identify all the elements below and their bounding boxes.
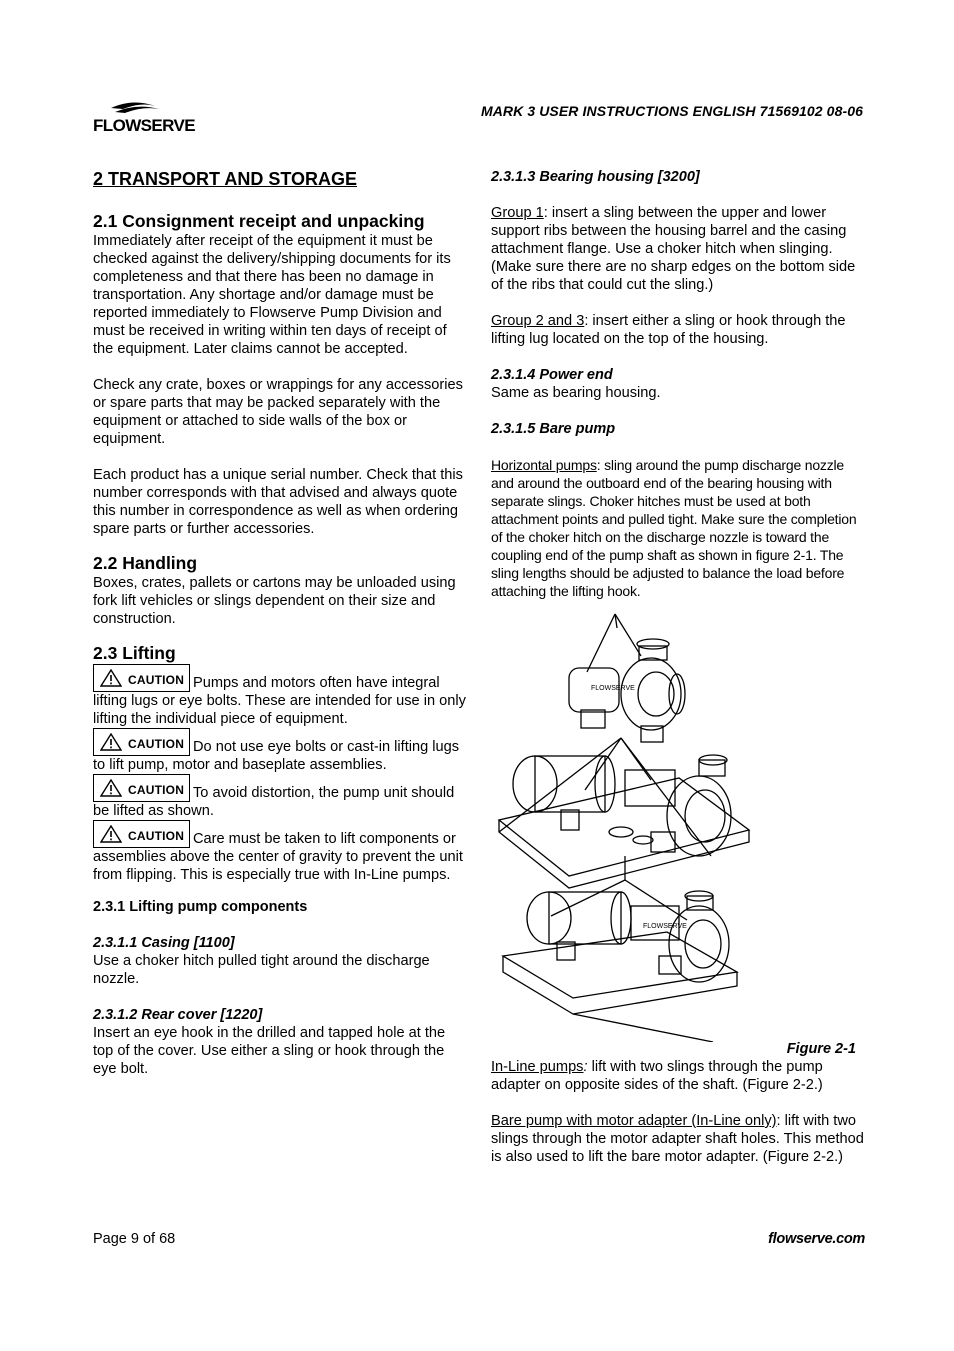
- heading-2-2: 2.2 Handling: [93, 553, 198, 573]
- paragraph-2-3-1-4: Same as bearing housing.: [491, 385, 661, 401]
- bare-pump-adapter-text: : lift with two slings through the motor adapter shaft holes. This method is also used to lift the bare motor adapter. (Figure 2-2.): [491, 1113, 864, 1165]
- page-number: Page 9 of 68: [93, 1231, 176, 1247]
- warning-triangle-icon: [100, 825, 122, 843]
- warning-triangle-icon: [100, 733, 122, 751]
- caution-item-2: [93, 728, 467, 774]
- group-2-3-text: : insert either a sling or hook through the lifting lug located on the top of the housing.: [491, 313, 846, 347]
- caution-label-box: [93, 774, 190, 802]
- paragraph-bare-pump-adapter: [491, 1112, 869, 1166]
- inline-pumps-text: lift with two slings through the pump adapter on opposite sides of the shaft. (Figure 2-2.): [491, 1059, 823, 1093]
- paragraph-2-3-1-1: Use a choker hitch pulled tight around the discharge nozzle.: [93, 953, 430, 987]
- inline-pumps-label: In-Line pumps: [491, 1059, 584, 1075]
- flowserve-logo: [93, 100, 208, 136]
- svg-text:FLOWSERVE: FLOWSERVE: [591, 685, 635, 692]
- heading-2-3-1-4: 2.3.1.4 Power end: [491, 367, 613, 383]
- flowserve-logo-icon: [93, 100, 208, 136]
- website-link[interactable]: flowserve.com: [768, 1231, 865, 1247]
- paragraph-2-1-c: Each product has a unique serial number. Check that this number corresponds with that advised and always quote this number in correspondence as well as when ordering spare parts or further accessories.: [93, 467, 463, 537]
- document-title: MARK 3 USER INSTRUCTIONS ENGLISH 71569102 08-06: [480, 103, 863, 119]
- heading-2-3-1-1: 2.3.1.1 Casing [1100]: [93, 935, 235, 951]
- svg-text:FLOWSERVE: FLOWSERVE: [643, 923, 687, 930]
- heading-2-3: 2.3 Lifting: [93, 643, 176, 663]
- caution-label-box: [93, 728, 190, 756]
- left-column: [93, 168, 467, 1078]
- paragraph-2-2: Boxes, crates, pallets or cartons may be unloaded using fork lift vehicles or slings dependent on their size and construction.: [93, 575, 456, 627]
- warning-triangle-icon: [100, 779, 122, 797]
- paragraph-group-2-3: [491, 312, 869, 348]
- heading-2-3-1-5: 2.3.1.5 Bare pump: [491, 421, 616, 437]
- right-column: [491, 168, 869, 1166]
- horizontal-pumps-label: Horizontal pumps: [491, 457, 597, 473]
- caution-item-3: [93, 774, 467, 820]
- figure-2-1: [491, 610, 869, 1042]
- heading-2-3-1-3: 2.3.1.3 Bearing housing [3200]: [491, 169, 700, 185]
- caution-label: CAUTION: [128, 783, 185, 797]
- caution-label-box: [93, 664, 190, 692]
- paragraph-2-3-1-2: Insert an eye hook in the drilled and tapped hole at the top of the cover. Use either a sling or hook through the eye bolt.: [93, 1025, 446, 1077]
- paragraph-inline-pumps: [491, 1058, 869, 1094]
- svg-text:FLOWSERVE: FLOWSERVE: [93, 116, 195, 135]
- caution-text-2: Do not use eye bolts or cast-in lifting lugs to lift pump, motor and baseplate assemblies.: [93, 739, 460, 773]
- section-title: 2 TRANSPORT AND STORAGE: [93, 169, 358, 189]
- horizontal-pumps-text: : sling around the pump discharge nozzle and around the outboard end of the bearing housing with separate slings. Choker hitches must be used at both attachment points and pulled tight. Make sure the completion of the choker hitch on the discharge nozzle is toward the coupling end of the pump shaft as shown in figure 2-1. The sling lengths should be adjusted to balance the load before attaching the lifting hook.: [491, 457, 857, 599]
- warning-triangle-icon: [100, 669, 122, 687]
- heading-2-3-1-2: 2.3.1.2 Rear cover [1220]: [93, 1007, 263, 1023]
- paragraph-2-1-b: Check any crate, boxes or wrappings for any accessories or spare parts that may be packed separately with the equipment or attached to side walls of the box or equipment.: [93, 377, 463, 447]
- inline-pumps-colon: :: [583, 1059, 588, 1075]
- group-1-text: : insert a sling between the upper and lower support ribs between the housing barrel and the casing attachment flange. Use a choker hitch when slinging. (Make sure there are no sharp edges on the bottom side of the ribs that could cut the sling.): [491, 205, 856, 293]
- caution-label: CAUTION: [128, 673, 185, 687]
- caution-label: CAUTION: [128, 737, 185, 751]
- heading-2-1: 2.1 Consignment receipt and unpacking: [93, 211, 425, 231]
- paragraph-group-1: [491, 204, 869, 294]
- caution-text-4: Care must be taken to lift components or assemblies above the center of gravity to prevent the unit from flipping. This is especially true with In-Line pumps.: [93, 831, 463, 883]
- group-2-3-label: Group 2 and 3: [491, 313, 585, 329]
- caution-text-3: To avoid distortion, the pump unit should be lifted as shown.: [93, 785, 455, 819]
- paragraph-2-1-a: Immediately after receipt of the equipment it must be checked against the delivery/shipping documents for its completeness and that there has been no damage in transportation. Any shortage and/or damage must be reported immediately to Flowserve Pump Division and must be received in writing within ten days of receipt of the equipment. Later claims cannot be accepted.: [93, 233, 451, 357]
- bare-pump-adapter-label: Bare pump with motor adapter (In-Line only): [491, 1113, 777, 1129]
- figure-caption: Figure 2-1: [786, 1041, 856, 1057]
- caution-text-1: Pumps and motors often have integral lifting lugs or eye bolts. These are intended for use in only lifting the individual piece of equipment.: [93, 675, 466, 727]
- group-1-label: Group 1: [491, 205, 544, 221]
- heading-2-3-1: 2.3.1 Lifting pump components: [93, 899, 308, 915]
- caution-label-box: [93, 820, 190, 848]
- paragraph-horizontal-pumps: [491, 456, 869, 600]
- caution-item-4: [93, 820, 467, 884]
- caution-item-1: [93, 664, 467, 728]
- pump-lifting-illustration: [491, 610, 869, 1042]
- caution-label: CAUTION: [128, 829, 185, 843]
